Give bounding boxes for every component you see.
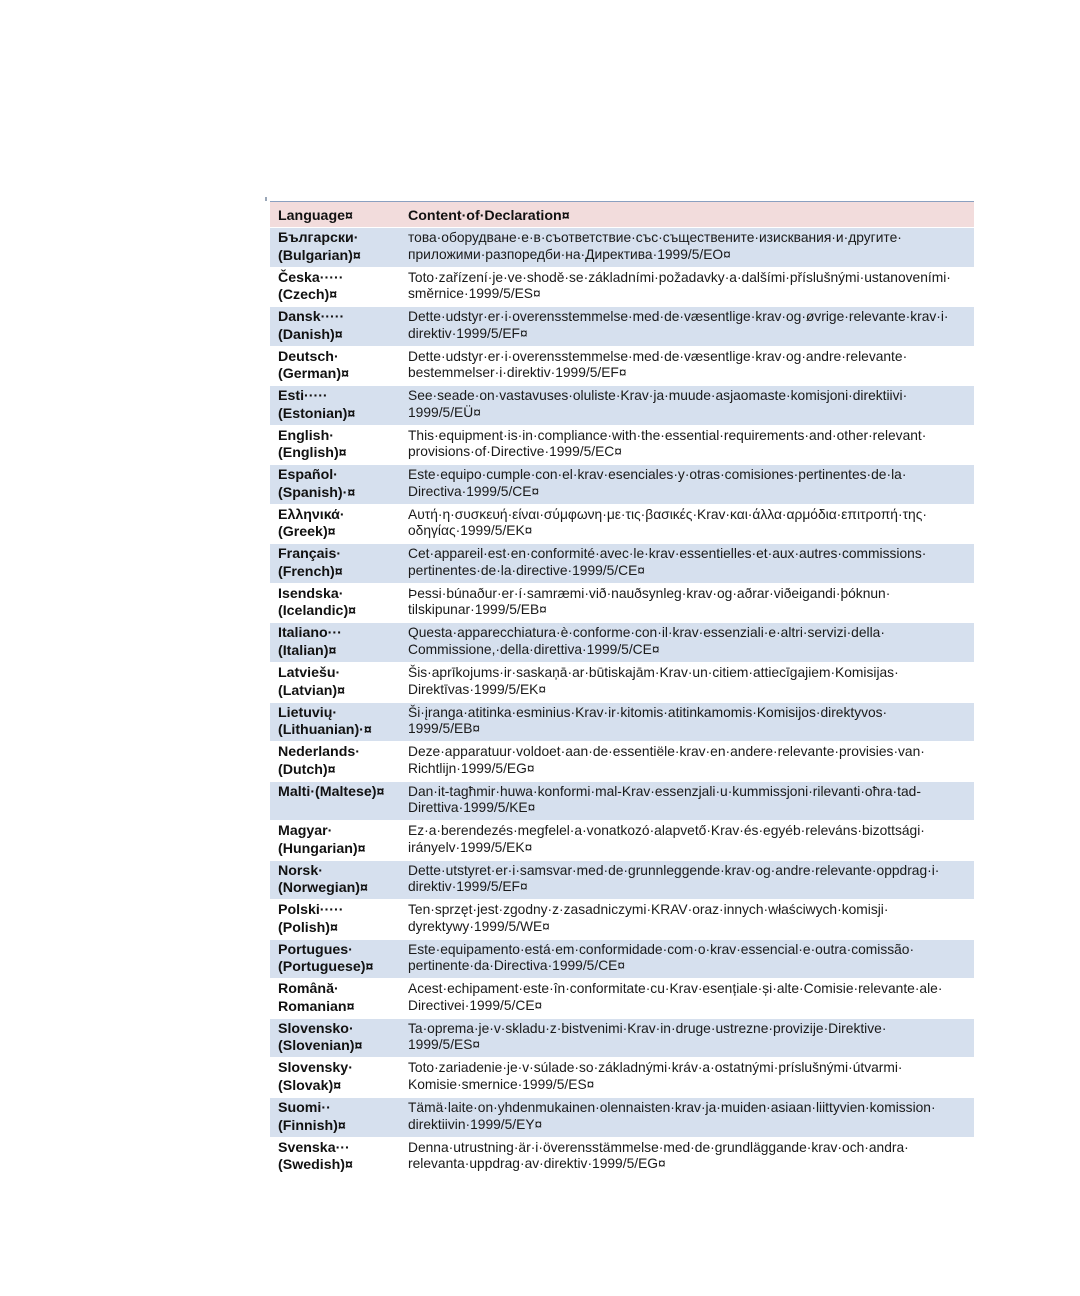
declaration-text: Commissione,·della·direttiva·1999/5/CE¤: [408, 641, 660, 657]
declaration-text: οδηγίας·1999/5/EK¤: [408, 523, 533, 539]
language-name: Suomi··: [278, 1100, 331, 1117]
language-name: (Finnish)¤: [278, 1117, 346, 1134]
table-row: [270, 702, 974, 742]
declaration-text: pertinente·da·Directiva·1999/5/CE¤: [408, 958, 626, 974]
language-name: English·: [278, 427, 334, 444]
declaration-text-cell: [400, 939, 974, 979]
declaration-text: Dette·udstyr·er·i·overensstemmelse·med·de·væsentlige·krav·og·øvrige·relevante·krav·i·: [408, 309, 949, 325]
language-cell: [270, 821, 400, 861]
language-name: Malti·(Maltese)¤: [278, 783, 385, 800]
language-name: (French)¤: [278, 563, 343, 580]
declaration-text-cell: [400, 346, 974, 386]
declaration-text: direktiv·1999/5/EF¤: [408, 879, 528, 895]
declaration-table: [270, 201, 974, 1177]
declaration-text: Ši·įranga·atitinka·esminius·Krav·ir·kitomis·atitinkamomis·Komisijos·direktyvos·: [408, 704, 888, 720]
language-name: (Dutch)¤: [278, 761, 336, 778]
declaration-text: Αυτή·η·συσκευή·είναι·σύμφωνη·με·τις·βασικές·Krav·και·άλλα·αρμόδια·επιτροπή·της·: [408, 506, 927, 522]
declaration-text: See·seade·on·vastavuses·oluliste·Krav·ja·muude·asjaomaste·komisjoni·direktiivi·: [408, 388, 908, 404]
language-name: Български·: [278, 230, 359, 246]
declaration-text: irányelv·1999/5/EK¤: [408, 839, 533, 855]
table-row: [270, 465, 974, 505]
language-name: Romanian¤: [278, 998, 355, 1015]
language-name: Esti·····: [278, 388, 328, 405]
language-name: (Norwegian)¤: [278, 880, 368, 897]
declaration-text-cell: [400, 979, 974, 1019]
table-row: [270, 623, 974, 663]
language-name: (German)¤: [278, 366, 349, 383]
declaration-text: Este·equipamento·está·em·conformidade·com·o·krav·essencial·e·outra·comissão·: [408, 941, 915, 957]
declaration-text: bestemmelser·i·direktiv·1999/5/EF¤: [408, 365, 627, 381]
language-cell: [270, 1018, 400, 1058]
language-name: (Greek)¤: [278, 524, 336, 541]
language-name: Svenska···: [278, 1139, 350, 1156]
language-cell: [270, 307, 400, 347]
table-row: [270, 1098, 974, 1138]
language-cell: [270, 1058, 400, 1098]
declaration-text: Denna·utrustning·är·i·överensstämmelse·med·de·grundläggande·krav·och·andra·: [408, 1139, 909, 1155]
language-name: (Hungarian)¤: [278, 840, 366, 857]
declaration-text: Deze·apparatuur·voldoet·aan·de·essentiële·krav·en·andere·relevante·provisies·van·: [408, 744, 925, 760]
declaration-text: dyrektywy·1999/5/WE¤: [408, 918, 550, 934]
header-language: Language¤: [270, 202, 400, 228]
language-cell: [270, 386, 400, 426]
language-name: (Portuguese)¤: [278, 959, 374, 976]
table-row: [270, 860, 974, 900]
declaration-text: това·оборудване·е·в·съответствие·със·съществените·изисквания·и·другите·: [408, 230, 902, 245]
declaration-text: 1999/5/EB¤: [408, 721, 481, 737]
language-cell: [270, 900, 400, 940]
language-cell: [270, 583, 400, 623]
language-name: (Slovak)¤: [278, 1077, 342, 1094]
declaration-text: pertinentes·de·la·directive·1999/5/CE¤: [408, 562, 645, 578]
language-cell: [270, 504, 400, 544]
declaration-text: Acest·echipament·este·în·conformitate·cu·Krav·esențiale·și·alte·Comisie·relevante·ale·: [408, 981, 943, 997]
language-name: (Spanish)·¤: [278, 484, 356, 501]
language-name: (Estonian)¤: [278, 405, 356, 422]
table-anchor-mark: [265, 197, 267, 201]
language-name: Polski·····: [278, 902, 344, 919]
language-name: Ελληνικά·: [278, 506, 345, 523]
declaration-text: Directivei·1999/5/CE¤: [408, 997, 543, 1013]
declaration-text-cell: [400, 742, 974, 782]
declaration-text: Šis·aprīkojums·ir·saskaņā·ar·būtiskajām·Krav·un·citiem·attiecīgajiem·Komisijas·: [408, 665, 899, 681]
language-cell: [270, 623, 400, 663]
declaration-text: směrnice·1999/5/ES¤: [408, 286, 541, 302]
declaration-text-cell: [400, 228, 974, 268]
declaration-text: Richtlijn·1999/5/EG¤: [408, 760, 535, 776]
table-row: [270, 307, 974, 347]
language-cell: [270, 860, 400, 900]
declaration-text: Direttiva·1999/5/KE¤: [408, 800, 536, 816]
language-name: (Italian)¤: [278, 642, 337, 659]
language-name: Česka·····: [278, 269, 344, 286]
declaration-text: Dette·udstyr·er·i·overensstemmelse·med·de·væsentlige·krav·og·andre·relevante·: [408, 348, 908, 364]
language-name: Latviešu·: [278, 665, 341, 682]
language-name: (English)¤: [278, 445, 347, 462]
declaration-text: Dette·utstyret·er·i·samsvar·med·de·grunnleggende·krav·og·andre·relevante·oppdrag·i·: [408, 862, 940, 878]
table-row: [270, 939, 974, 979]
language-name: (Polish)¤: [278, 919, 338, 936]
language-name: Slovensko·: [278, 1020, 354, 1037]
table-row: [270, 821, 974, 861]
declaration-text: direktiv·1999/5/EF¤: [408, 325, 528, 341]
declaration-text: 1999/5/ES¤: [408, 1037, 481, 1053]
language-cell: [270, 1137, 400, 1177]
table-row: [270, 346, 974, 386]
declaration-text-cell: [400, 307, 974, 347]
language-name: (Slovenian)¤: [278, 1038, 363, 1055]
declaration-text: This·equipment·is·in·compliance·with·the·essential·requirements·and·other·relevant·: [408, 427, 927, 443]
declaration-text: tilskipunar·1999/5/EB¤: [408, 602, 547, 618]
declaration-text-cell: [400, 583, 974, 623]
language-name: Norsk·: [278, 862, 323, 879]
declaration-text: Þessi·búnaður·er·í·samræmi·við·nauðsynleg·krav·og·aðrar·viðeigandi·þóknun·: [408, 585, 891, 601]
declaration-text-cell: [400, 821, 974, 861]
table-row: [270, 742, 974, 782]
language-cell: [270, 346, 400, 386]
language-name: (Lithuanian)·¤: [278, 722, 372, 739]
language-cell: [270, 979, 400, 1019]
table-body: [270, 228, 974, 1177]
language-name: Portugues·: [278, 941, 353, 958]
language-name: (Danish)¤: [278, 326, 343, 343]
declaration-text: Directiva·1999/5/CE¤: [408, 483, 540, 499]
language-name: (Czech)¤: [278, 287, 338, 304]
language-cell: [270, 702, 400, 742]
declaration-text-cell: [400, 1018, 974, 1058]
language-name: Isendska·: [278, 585, 344, 602]
table-row: [270, 544, 974, 584]
declaration-text-cell: [400, 1058, 974, 1098]
table-header-row: [270, 202, 974, 228]
language-name: Lietuvių·: [278, 704, 338, 721]
language-cell: [270, 663, 400, 703]
language-name: Español·: [278, 467, 338, 484]
declaration-text-cell: [400, 504, 974, 544]
table-row: [270, 504, 974, 544]
header-content: Content·of·Declaration¤: [400, 202, 974, 228]
language-name: Nederlands·: [278, 744, 360, 761]
language-cell: [270, 465, 400, 505]
declaration-text-cell: [400, 663, 974, 703]
declaration-text-cell: [400, 860, 974, 900]
declaration-text: Dan·it-tagħmir·huwa·konformi·mal-Krav·essenzjali·u·kummissjoni·rilevanti·oħra·tad-: [408, 783, 921, 799]
language-cell: [270, 1098, 400, 1138]
language-cell: [270, 425, 400, 465]
language-cell: [270, 267, 400, 307]
language-name: Italiano···: [278, 625, 342, 642]
declaration-text: Ten·sprzęt·jest·zgodny·z·zasadniczymi·KRAV·oraz·innych·właściwych·komisji·: [408, 902, 889, 918]
language-name: Română·: [278, 981, 339, 998]
declaration-text: Ta·oprema·je·v·skladu·z·bistvenimi·Krav·in·druge·ustrezne·provizije·Direktive·: [408, 1020, 887, 1036]
table-row: [270, 663, 974, 703]
declaration-text: relevanta·uppdrag·av·direktiv·1999/5/EG¤: [408, 1156, 666, 1172]
table-row: [270, 228, 974, 268]
declaration-text-cell: [400, 267, 974, 307]
language-cell: [270, 742, 400, 782]
language-cell: [270, 939, 400, 979]
declaration-text-cell: [400, 1098, 974, 1138]
language-name: Français·: [278, 546, 342, 563]
declaration-text: Cet·appareil·est·en·conformité·avec·le·krav·essentielles·et·aux·autres·commissions·: [408, 546, 927, 562]
declaration-text: Este·equipo·cumple·con·el·krav·esenciales·y·otras·comisiones·pertinentes·de·la·: [408, 467, 907, 483]
declaration-text: provisions·of·Directive·1999/5/EC¤: [408, 444, 622, 460]
declaration-text-cell: [400, 623, 974, 663]
table-row: [270, 1058, 974, 1098]
table-row: [270, 979, 974, 1019]
table-row: [270, 900, 974, 940]
table-row: [270, 267, 974, 307]
language-name: (Bulgarian)¤: [278, 247, 361, 264]
declaration-text: Questa·apparecchiatura·è·conforme·con·il·krav·essenziali·e·altri·servizi·della·: [408, 625, 885, 641]
declaration-text: приложими·разпоредби·на·Директива·1999/5/EO¤: [408, 246, 731, 262]
language-name: (Latvian)¤: [278, 682, 346, 699]
language-name: (Swedish)¤: [278, 1157, 353, 1174]
declaration-text-cell: [400, 1137, 974, 1177]
table-row: [270, 1018, 974, 1058]
table-row: [270, 425, 974, 465]
declaration-text: Toto·zařízení·je·ve·shodě·se·základními·požadavky·a·dalšími·příslušnými·ustanoveními·: [408, 269, 951, 285]
language-cell: [270, 228, 400, 268]
table-row: [270, 781, 974, 821]
declaration-text-cell: [400, 781, 974, 821]
table-row: [270, 1137, 974, 1177]
declaration-text: Toto·zariadenie·je·v·súlade·so·základnými·kráv·a·ostatnými·príslušnými·útvarmi·: [408, 1060, 903, 1076]
declaration-text: Ez·a·berendezés·megfelel·a·vonatkozó·alapvető·Krav·és·egyéb·releváns·bizottsági·: [408, 823, 925, 839]
language-name: Magyar·: [278, 823, 333, 840]
declaration-text: Direktīvas·1999/5/EK¤: [408, 681, 547, 697]
language-name: (Icelandic)¤: [278, 603, 357, 620]
language-name: Deutsch·: [278, 348, 339, 365]
language-cell: [270, 544, 400, 584]
declaration-text-cell: [400, 702, 974, 742]
declaration-text-cell: [400, 465, 974, 505]
table-row: [270, 386, 974, 426]
table-row: [270, 583, 974, 623]
declaration-text: direktiivin·1999/5/EY¤: [408, 1116, 543, 1132]
declaration-text-cell: [400, 425, 974, 465]
language-name: Slovensky·: [278, 1060, 353, 1077]
declaration-text-cell: [400, 544, 974, 584]
declaration-text: Tämä·laite·on·yhdenmukainen·olennaisten·krav·ja·muiden·asiaan·liittyvien·komission·: [408, 1100, 936, 1116]
declaration-text: 1999/5/EÜ¤: [408, 404, 481, 420]
language-name: Dansk·····: [278, 309, 345, 326]
language-cell: [270, 781, 400, 821]
declaration-text-cell: [400, 386, 974, 426]
declaration-text-cell: [400, 900, 974, 940]
declaration-text: Komisie·smernice·1999/5/ES¤: [408, 1076, 595, 1092]
